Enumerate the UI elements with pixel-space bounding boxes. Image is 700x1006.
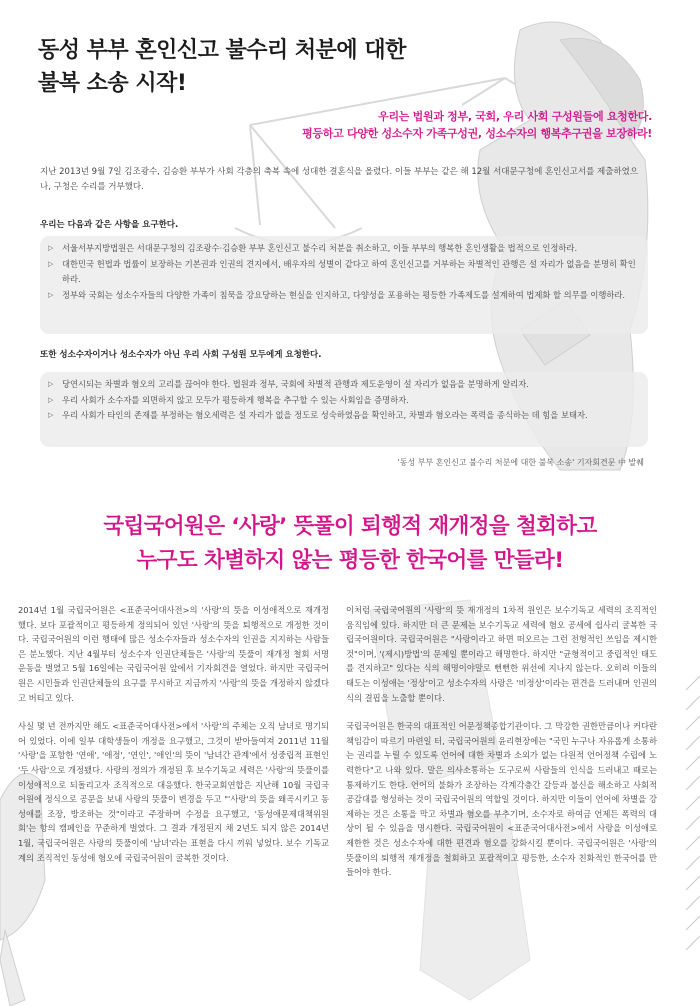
demand-item: ▷ 정부와 국회는 성소수자들의 다양한 가족이 침묵을 강요당하는 현실을 인지하고, 다양성을 포용하는 평등한 가족제도를 설계하여 법제화 할 의무를 이행하라.: [48, 288, 640, 304]
society-box: [40, 372, 648, 447]
headline-line-2: 불복 소송 시작!: [38, 71, 187, 96]
right-paragraph: 국립국어원은 한국의 대표적인 어문정책종합기관이다. 그 막강한 권한만큼이나 커다란 책임감이 따르기 마련일 터, 국립국어원의 윤리현장에는 "국민 누구나 자유롭게 소통하는 권리를 누릴 수 있도록 언어에 대한 차별과 소외가 없는 다원적 언어정책 수립에 노력한다"고 나와 있다. 말은 의사소통하는 도구로써 사람들의 인식을 드러내고 때로는 통제하기도 한다. 언어의 불화가 조장하는 각계각층간 갈등과 불신을 해소하고 사회적 공감대를 형성하는 것이 국립국어원의 역할일 것이다. 하지만 이들이 언어에 차별을 강제하는 것은 소통을 막고 차별과 혐오를 부추기며, 소수자로 하여금 언제든 폭력의 대상이 될 수 있음을 명시한다. 국립국어원이 <표준국어대사전>에서 사랑을 이성애로 제한한 것은 성소수자에 대한 편견과 혐오를 강화시킬 뿐이다. 국립국어원은 '사랑'의 뜻풀이의 퇴행적 재개정을 철회하고 포괄적이고 평등한, 소수자 친화적인 한국어를 만들어야 한다.: [346, 721, 657, 878]
intro-paragraph: 지난 2013년 9월 7일 김조광수, 김승환 부부가 사회 각층의 축복 속에 성대한 결혼식을 올렸다. 이들 부부는 같은 해 12월 서대문구청에 혼인신고서를 제출하였으나, 구청은 수리를 거부했다.: [40, 167, 639, 192]
headline-line-1: 동성 부부 혼인신고 불수리 처분에 대한: [38, 38, 406, 63]
society-item: ▷ 우리 사회가 타인의 존재를 부정하는 혐오세력은 설 자리가 없을 정도로 성숙하였음을 확인하고, 차별과 혐오라는 폭력을 종식하는 데 힘을 보태자.: [48, 408, 640, 424]
source-signature: '동성 부부 혼인신고 불수리 처분에 대한 불복 소송' 기자회견문 中 발췌: [397, 458, 644, 467]
demand-item: ▷ 서울서부지방법원은 서대문구청의 김조광수·김승환 부부 혼인신고 불수리 처분을 취소하고, 이들 부부의 행복한 혼인생활을 법적으로 인정하라.: [48, 241, 640, 257]
left-paragraph: 2014년 1월 국립국어원은 <표준국어대사전>의 '사랑'의 뜻을 이성애적으로 재개정했다. 보다 포괄적이고 평등하게 정의되어 있던 '사랑'의 뜻을 퇴행적으로 개정한 것이다. 국립국어원의 이런 행태에 많은 성소수자들과 성소수자의 인권을 지지하는 사람들은 분노했다. 지난 4월부터 성소수자 인권단체들은 '사랑'의 뜻풀이 재개정 철회 서명운동을 벌였고 5월 16일에는 국립국어원 앞에서 기자회견을 열었다. 하지만 국립국어원은 시민들과 인권단체들의 요구를 무시하고 지금까지 '사랑'의 뜻을 개정하지 않겠다고 버티고 있다.: [18, 605, 329, 703]
right-paragraph: 이처럼 국립국어원의 '사랑'의 뜻 재개정의 1차적 원인은 보수기독교 세력의 조직적인 움직임에 있다. 하지만 더 큰 문제는 보수기독교 세력에 혐오 공세에 쉽사리 굴복한 국립국어원이다. 국립국어원은 "사랑이라고 하면 떠오르는 그런 전형적인 쓰임을 제시한 것"이며, '(제시)방법'의 문제일 뿐이라고 해명한다. 하지만 "균형적이고 중립적인 태도를 견지하고" 있다는 식의 해명이야말로 뻔뻔한 위선에 지나지 않는다. 오히려 이들의 태도는 이성애는 '정상'이고 성소수자의 사랑은 '비정상'이라는 편견을 드러내며 인권의식의 결핍을 노출할 뿐이다.: [346, 605, 657, 703]
left-column: [18, 603, 329, 879]
left-paragraph: 사실 몇 년 전까지만 해도 <표준국어대사전>에서 '사랑'의 주체는 오직 남녀로 명기되어 있었다. 이에 일부 대학생들이 개정을 요구했고, 그것이 받아들여져 2011년 11월 '사랑'을 포함한 '연애', '애정', '연인', '애인'의 뜻이 '남녀간 관계'에서 성중립적 표현인 '두 사람'으로 개정됐다. 사랑의 정의가 개정된 후 보수기독교 세력은 '사랑'의 뜻풀이를 이성애적으로 되돌리고자 조직적으로 대응했다. 한국교회연합은 지난해 10월 국립국어원에 정식으로 공문을 보내 사랑의 뜻풀이 변경을 두고 "'사랑'의 뜻을 왜곡시키고 동성애를 조장, 방조하는 것"이라고 주장하며 수정을 요구했고, '동성애문제대책위원회'는 항의 캠페인을 꾸준하게 벌였다. 그 결과 개정된지 채 2년도 되지 않은 2014년 1월, 국립국어원은 사랑의 뜻풀이에 '남녀'라는 표현을 다시 끼워 넣었다. 보수 기독교계의 조직적인 동성애 혐오에 국립국어원이 굴복한 것이다.: [18, 721, 329, 863]
society-item: ▷ 당연시되는 차별과 혐오의 고리를 끊어야 한다. 법원과 정부, 국회에 차별적 관행과 제도운영이 설 자리가 없음을 분명하게 알리자.: [48, 377, 640, 393]
pink-demand: [302, 108, 652, 142]
pink-demand-line-2: 평등하고 다양한 성소수자 가족구성권, 성소수자의 행복추구권을 보장하라!: [302, 127, 652, 140]
demands-title: 우리는 다음과 같은 사항을 요구한다.: [40, 220, 179, 230]
pink-demand-line-1: 우리는 법원과 정부, 국회, 우리 사회 구성원들에 요청한다.: [378, 110, 652, 123]
society-title: 또한 성소수자이거나 성소수자가 아닌 우리 사회 구성원 모두에게 요청한다.: [40, 350, 322, 360]
demands-box: [40, 236, 648, 334]
society-item: ▷ 우리 사회가 소수자를 외면하지 않고 모두가 평등하게 행복을 추구할 수 있는 사회임을 증명하자.: [48, 393, 640, 409]
headline: [38, 34, 406, 100]
banner-line-1: 국립국어원은 ‘사랑’ 뜻풀이 퇴행적 재개정을 철회하고: [103, 514, 597, 539]
right-column: [346, 603, 657, 894]
banner-line-2: 누구도 차별하지 않는 평등한 한국어를 만들라!: [136, 548, 564, 573]
demand-item: ▷ 대한민국 헌법과 법률이 보장하는 기본권과 인권의 견지에서, 배우자의 성별이 같다고 하여 혼인신고를 거부하는 차별적인 관행은 설 자리가 없음을 분명히 확인하라.: [48, 257, 640, 288]
banner-title: [0, 510, 700, 578]
